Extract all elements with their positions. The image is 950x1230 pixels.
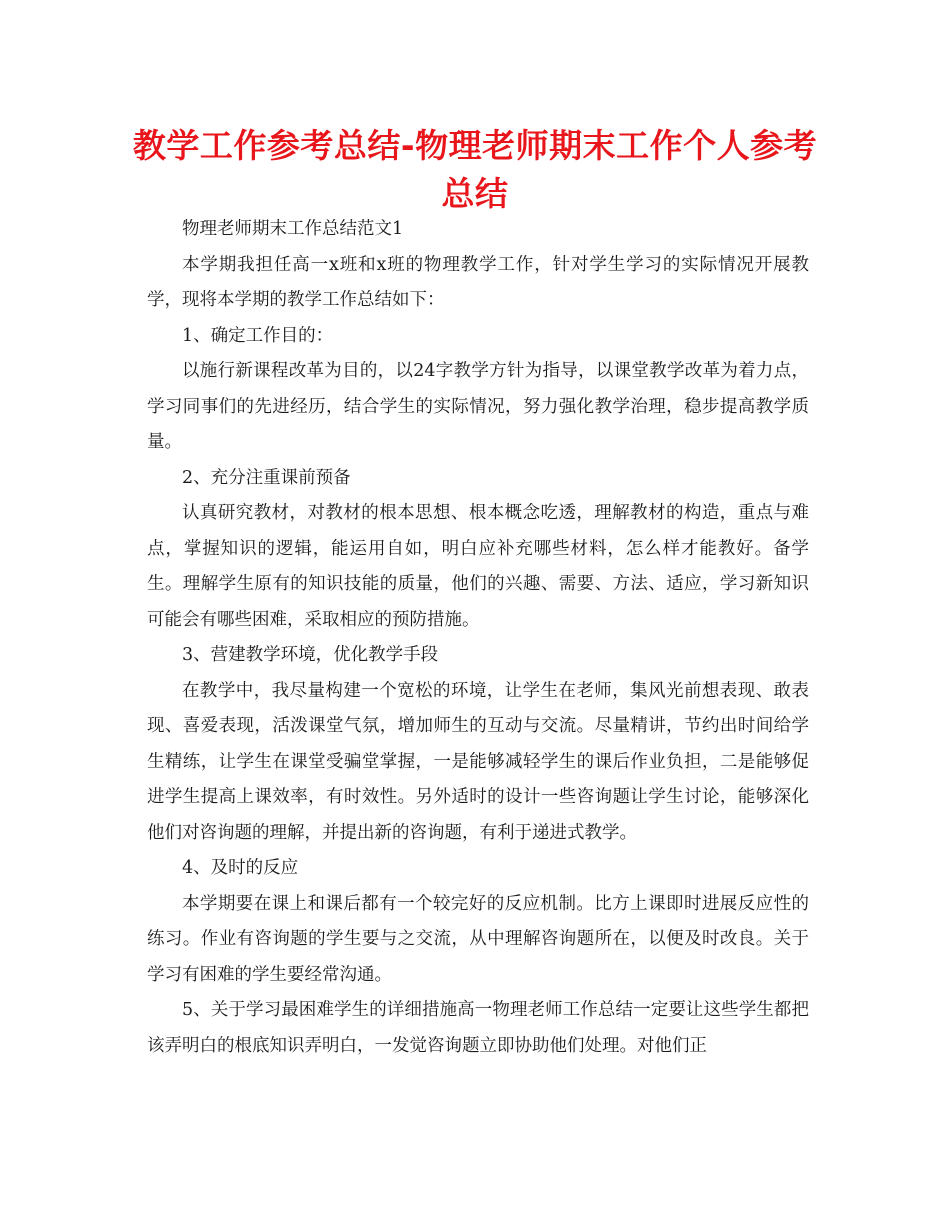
- paragraph-section-3: 在教学中，我尽量构建一个宽松的环境，让学生在老师，集风光前想表现、敢表现、喜爱表现，活泼课堂气氛，增加师生的互动与交流。尽量精讲，节约出时间给学生精练，让学生在课堂受骗堂掌握，一是能够减轻学生的课后作业负担，二是能够促进学生提高上课效率，有时效性。另外适时的设计一些咨询题让学生讨论，能够深化他们对咨询题的理解，并提出新的咨询题，有利于递进式教学。: [147, 680, 809, 843]
- document-title: 教学工作参考总结-物理老师期末工作个人参考总结: [132, 126, 818, 213]
- section-heading-3: 3、营建教学环境，优化教学手段: [182, 645, 439, 665]
- paragraph-heading-sample: 物理老师期末工作总结范文1: [182, 219, 404, 239]
- paragraph-section-4: 本学期要在课上和课后都有一个较完好的反应机制。比方上课即时进展反应性的练习。作业有咨询题的学生要与之交流，从中理解咨询题所在，以便及时改良。关于学习有困难的学生要经常沟通。: [147, 893, 809, 985]
- section-heading-4: 4、及时的反应: [182, 858, 299, 878]
- paragraph-section-2: 认真研究教材，对教材的根本思想、根本概念吃透，理解教材的构造，重点与难点，掌握知识的逻辑，能运用自如，明白应补充哪些材料，怎么样才能教好。备学生。理解学生原有的知识技能的质量，他们的兴趣、需要、方法、适应，学习新知识可能会有哪些困难，采取相应的预防措施。: [147, 503, 809, 630]
- section-heading-2: 2、充分注重课前预备: [182, 467, 351, 488]
- paragraph-section-5: 5、关于学习最困难学生的详细措施高一物理老师工作总结一定要让这些学生都把该弄明白的根底知识弄明白，一发觉咨询题立即协助他们处理。对他们正: [147, 1000, 809, 1056]
- section-heading-1: 1、确定工作目的：: [182, 325, 334, 346]
- paragraph-intro: 本学期我担任高一x班和x班的物理教学工作，针对学生学习的实际情况开展教学，现将本学期的教学工作总结如下：: [147, 254, 809, 310]
- document-body: [147, 212, 809, 1064]
- paragraph-section-1: 以施行新课程改革为目的，以24字教学方针为指导，以课堂教学改革为着力点，学习同事们的先进经历，结合学生的实际情况，努力强化教学治理，稳步提高教学质量。: [147, 361, 809, 452]
